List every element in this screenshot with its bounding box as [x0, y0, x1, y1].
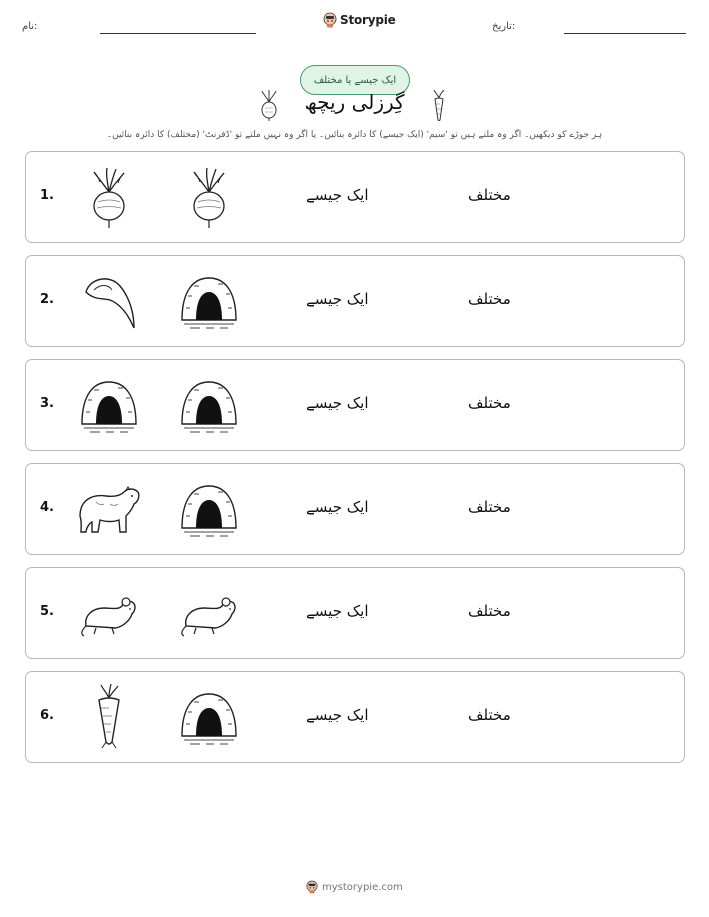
- question-row-4: [25, 463, 685, 555]
- question-row-5: [25, 567, 685, 659]
- different-option[interactable]: مختلف: [468, 186, 511, 204]
- same-option[interactable]: ایک جیسے: [306, 498, 369, 516]
- question-number: 5.: [40, 604, 54, 619]
- question-row-3: [25, 359, 685, 451]
- brand: [323, 12, 396, 28]
- question-row-1: [25, 151, 685, 243]
- different-option[interactable]: مختلف: [468, 602, 511, 620]
- cave-icon: [76, 372, 142, 438]
- same-option[interactable]: ایک جیسے: [306, 706, 369, 724]
- cave-icon: [176, 684, 242, 750]
- same-option[interactable]: ایک جیسے: [306, 290, 369, 308]
- carrot-icon: [76, 684, 142, 750]
- page-title: گِرزلی ریچھ: [304, 90, 405, 114]
- storypie-logo-icon: [323, 12, 337, 28]
- name-line[interactable]: [100, 33, 256, 34]
- question-row-2: [25, 255, 685, 347]
- question-number: 1.: [40, 188, 54, 203]
- question-number: 2.: [40, 292, 54, 307]
- claw-icon: [76, 268, 142, 334]
- question-row-6: [25, 671, 685, 763]
- different-option[interactable]: مختلف: [468, 498, 511, 516]
- question-number: 4.: [40, 500, 54, 515]
- worksheet-type-badge: ایک جیسے یا مختلف: [300, 65, 410, 95]
- beet-icon: [176, 164, 242, 230]
- same-option[interactable]: ایک جیسے: [306, 186, 369, 204]
- mouse-icon: [176, 580, 242, 646]
- same-option[interactable]: ایک جیسے: [306, 602, 369, 620]
- date-label: تاریخ:: [492, 21, 516, 32]
- different-option[interactable]: مختلف: [468, 706, 511, 724]
- date-line[interactable]: [564, 33, 686, 34]
- storypie-logo-icon: [306, 880, 318, 894]
- same-option[interactable]: ایک جیسے: [306, 394, 369, 412]
- different-option[interactable]: مختلف: [468, 290, 511, 308]
- question-number: 3.: [40, 396, 54, 411]
- carrot-decoration-icon: [430, 90, 448, 122]
- different-option[interactable]: مختلف: [468, 394, 511, 412]
- question-number: 6.: [40, 708, 54, 723]
- footer: [306, 880, 403, 894]
- beet-icon: [76, 164, 142, 230]
- footer-url[interactable]: mystorypie.com: [322, 881, 403, 893]
- brand-name: Storypie: [340, 13, 396, 27]
- instructions: ہر جوڑے کو دیکھیں۔ اگر وہ ملتے ہیں تو 'سیم' (ایک جیسے) کا دائرہ بنائیں۔ یا اگر وہ نہیں ملتے تو 'ڈفرنٹ' (مختلف) کا دائرہ بنائیں۔: [106, 130, 603, 140]
- cave-icon: [176, 476, 242, 542]
- bear-icon: [76, 476, 142, 542]
- mouse-icon: [76, 580, 142, 646]
- cave-icon: [176, 268, 242, 334]
- name-label: نام:: [22, 21, 38, 32]
- cave-icon: [176, 372, 242, 438]
